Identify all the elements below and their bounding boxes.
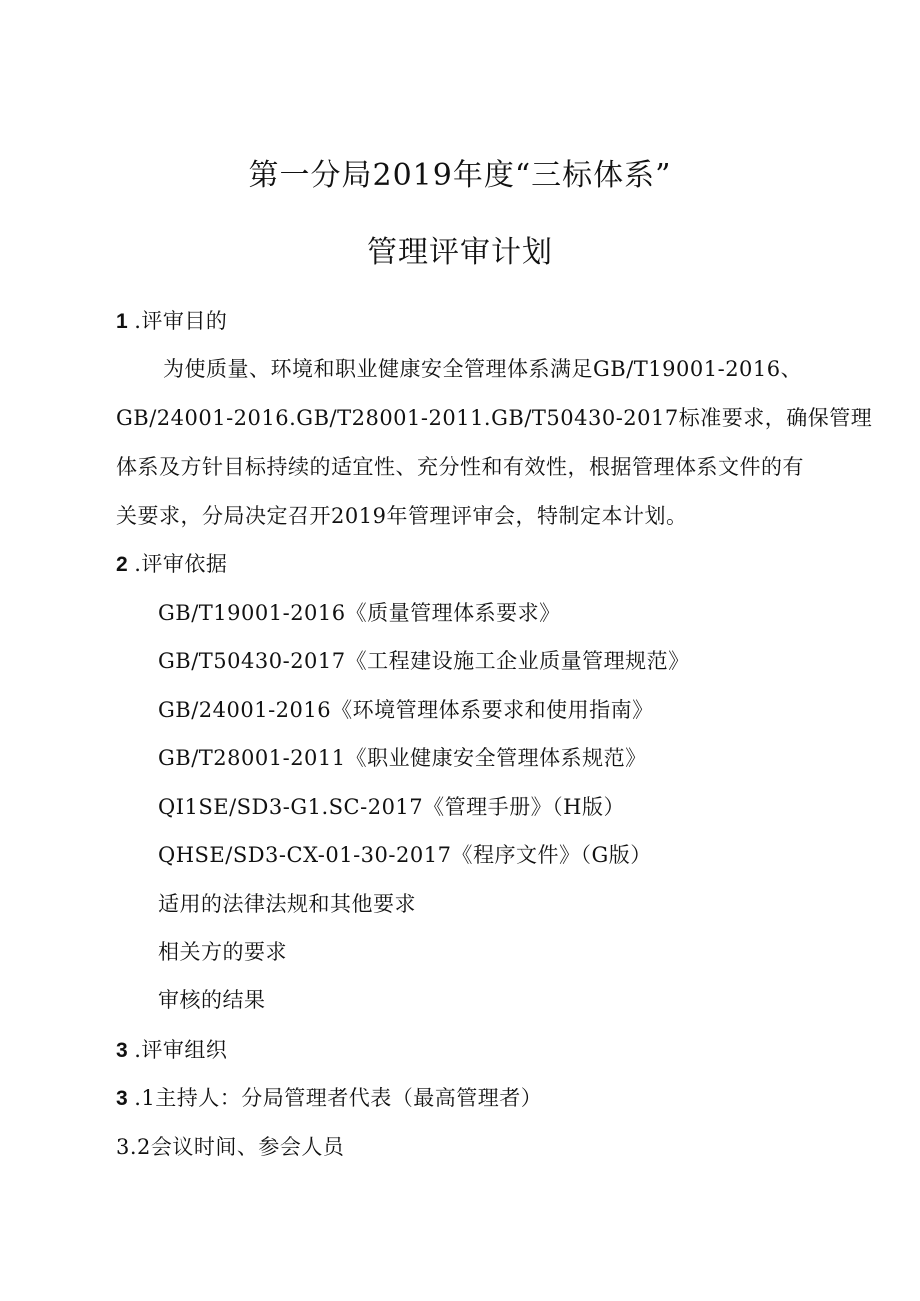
section-2-heading xyxy=(116,549,227,580)
section-1-paragraph-line: 体系及方针目标持续的适宜性、充分性和有效性，根据管理体系文件的有 xyxy=(116,455,804,479)
reference-item: QHSE/SD3-CX-01-30-2017《程序文件》（G版） xyxy=(158,843,652,867)
section-2-heading-text: .评审依据 xyxy=(134,552,228,576)
section-1-heading-text: .评审目的 xyxy=(134,309,228,333)
section-3-heading-text: .评审组织 xyxy=(134,1038,228,1062)
section-3-1-number: 3 xyxy=(116,1087,129,1110)
reference-item: GB/T50430-2017《工程建设施工企业质量管理规范》 xyxy=(158,649,690,673)
reference-item: 适用的法律法规和其他要求 xyxy=(158,892,416,916)
section-1-paragraph-line: 关要求，分局决定召开2019年管理评审会，特制定本计划。 xyxy=(116,504,688,528)
section-3-1-text: .1主持人：分局管理者代表（最高管理者） xyxy=(134,1086,543,1110)
reference-item: GB/24001-2016《环境管理体系要求和使用指南》 xyxy=(158,698,654,722)
section-1-number: 1 xyxy=(116,310,129,333)
section-3-number: 3 xyxy=(116,1039,129,1062)
section-1-paragraph-line: 为使质量、环境和职业健康安全管理体系满足GB/T19001-2016、 xyxy=(163,357,803,381)
section-1-heading xyxy=(116,306,227,337)
reference-item: 相关方的要求 xyxy=(158,940,287,964)
reference-item: GB/T19001-2016《质量管理体系要求》 xyxy=(158,601,561,625)
section-3-heading xyxy=(116,1035,227,1066)
reference-item: GB/T28001-2011《职业健康安全管理体系规范》 xyxy=(158,746,647,770)
section-1-paragraph-line: GB/24001-2016.GB/T28001-2011.GB/T50430-2017标准要求，确保管理 xyxy=(116,406,873,430)
document-title-line-2: 管理评审计划 xyxy=(367,235,553,270)
document-title-line-1: 第一分局2019年度“三标体系” xyxy=(248,158,672,193)
section-3-1-line xyxy=(116,1083,542,1114)
reference-item: 审核的结果 xyxy=(158,988,266,1012)
section-3-2-line: 3.2会议时间、参会人员 xyxy=(116,1135,345,1159)
section-2-number: 2 xyxy=(116,553,129,576)
reference-item: QI1SE/SD3-G1.SC-2017《管理手册》（H版） xyxy=(158,795,625,819)
